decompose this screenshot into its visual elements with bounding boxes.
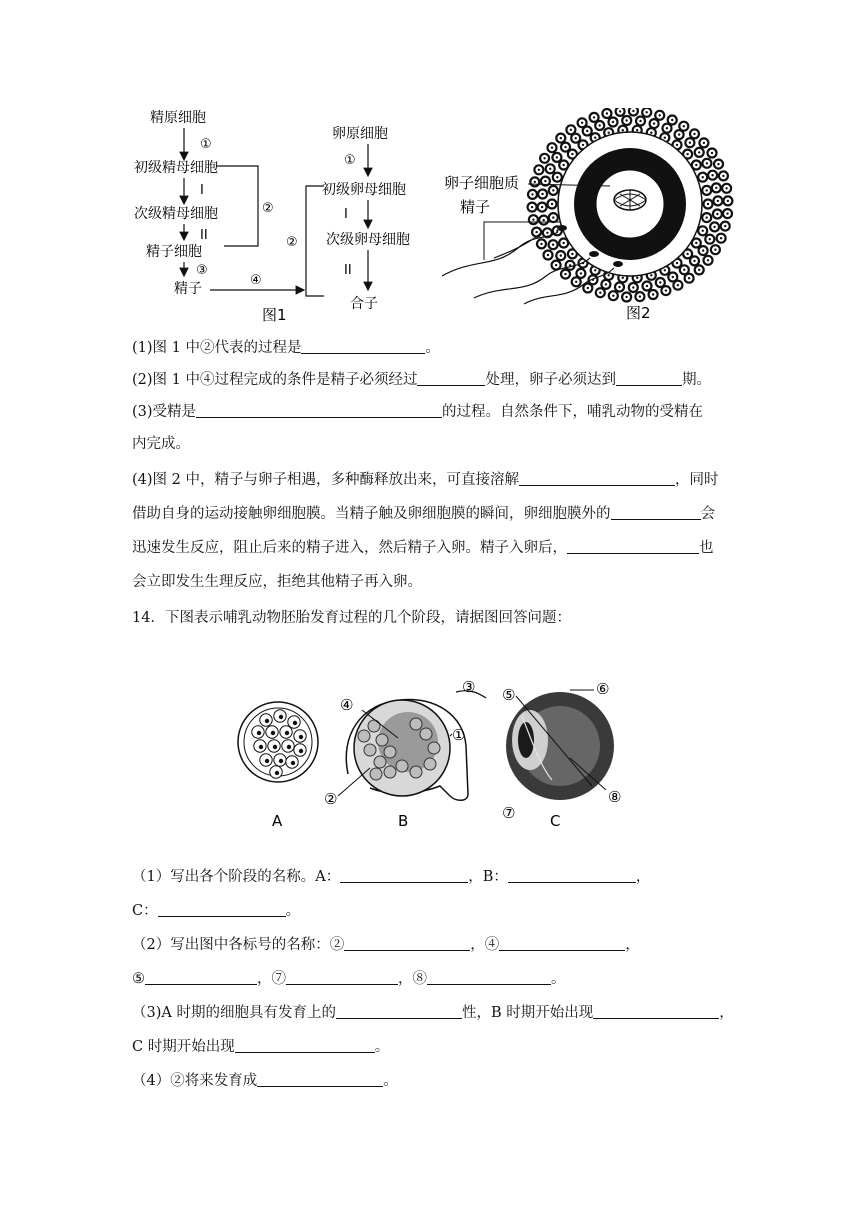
label-circled-3: ③	[462, 678, 476, 696]
spermatogonium-label: 精原细胞	[150, 110, 206, 126]
corona-cell-nucleus	[653, 122, 655, 124]
corona-cell-nucleus	[727, 200, 729, 202]
corona-cell-nucleus	[547, 254, 549, 256]
q13-blank-2[interactable]	[417, 370, 485, 386]
q14-p1: （1）写出各个阶段的名称。A： ，B： ，	[132, 869, 651, 885]
corona-cell-nucleus	[709, 238, 711, 240]
female-step-1: ①	[344, 153, 356, 168]
corona-cell-nucleus	[695, 242, 697, 244]
corona-cell-nucleus	[626, 119, 628, 121]
corona-cell-nucleus	[702, 176, 704, 178]
corona-cell-nucleus	[717, 200, 719, 202]
corona-cell-nucleus	[672, 276, 674, 278]
corona-cell-nucleus	[665, 289, 667, 291]
corona-cell-nucleus	[599, 124, 601, 126]
q13-blank-1[interactable]	[301, 338, 425, 354]
label-circled-8: ⑧	[608, 788, 622, 806]
corona-cell-nucleus	[563, 242, 565, 244]
male-bracket-2: ②	[262, 201, 274, 216]
corona-cell-nucleus	[671, 119, 673, 121]
corona-cell-nucleus	[683, 125, 685, 127]
q13-line-3: (3)受精是 的过程。自然条件下，哺乳动物的受精在	[132, 404, 704, 420]
corona-cell-nucleus	[625, 296, 627, 298]
corona-cell-nucleus	[543, 219, 545, 221]
corona-cell-nucleus	[605, 283, 607, 285]
corona-cell-nucleus	[664, 137, 666, 139]
zygote-label: 合子	[350, 296, 378, 312]
male-step-II: II	[200, 228, 208, 243]
blastocyst-cell	[396, 760, 408, 772]
q14-blank-2[interactable]	[344, 935, 470, 951]
male-step-3: ③	[196, 263, 208, 278]
corona-cell-nucleus	[724, 225, 726, 227]
corona-cell-nucleus	[686, 153, 688, 155]
corona-cell-nucleus	[639, 295, 641, 297]
corona-cell-nucleus	[546, 232, 548, 234]
blastocyst-cell	[376, 734, 388, 746]
corona-cell-nucleus	[711, 174, 713, 176]
corona-cell-nucleus	[706, 216, 708, 218]
corona-cell-nucleus	[543, 157, 545, 159]
corona-cell-nucleus	[706, 189, 708, 191]
blastocyst-cell	[424, 758, 436, 770]
q14-p2: （2）写出图中各标号的名称：② ，④ ，	[132, 937, 640, 953]
q13-line-7: 会立即发生生理反应，拒绝其他精子再入卵。	[132, 574, 422, 590]
blastocyst-cell	[368, 720, 380, 732]
corona-cell-nucleus	[689, 142, 691, 144]
corona-cell-nucleus	[551, 203, 553, 205]
corona-cell-nucleus	[532, 219, 534, 221]
corona-cell-nucleus	[636, 277, 638, 279]
q14-blank-5[interactable]	[145, 969, 257, 985]
corona-cell-nucleus	[563, 164, 565, 166]
corona-cell-nucleus	[717, 163, 719, 165]
blastocyst-cell	[374, 756, 386, 768]
corona-cell-nucleus	[698, 269, 700, 271]
corona-cell-nucleus	[560, 254, 562, 256]
q14-blank-future[interactable]	[257, 1071, 383, 1087]
corona-cell-nucleus	[695, 164, 697, 166]
corona-cell-nucleus	[556, 156, 558, 158]
corona-cell-nucleus	[664, 269, 666, 271]
q13-blank-7[interactable]	[567, 538, 699, 554]
corona-cell-nucleus	[683, 269, 685, 271]
spermatid-label: 精子细胞	[146, 244, 202, 260]
corona-cell-nucleus	[659, 114, 661, 116]
blastocyst-cell	[420, 728, 432, 740]
corona-cell-nucleus	[722, 175, 724, 177]
female-step-I: I	[344, 207, 348, 222]
label-circled-6: ⑥	[596, 680, 610, 698]
corona-cell-nucleus	[706, 162, 708, 164]
morula-cell-nucleus	[271, 731, 275, 735]
morula-cell-nucleus	[285, 731, 289, 735]
morula-cell-nucleus	[257, 731, 261, 735]
corona-cell-nucleus	[564, 273, 566, 275]
oogonium-label: 卵原细胞	[332, 126, 388, 142]
morula-cell-nucleus	[279, 715, 283, 719]
morula-cell-nucleus	[293, 721, 297, 725]
corona-cell-nucleus	[544, 180, 546, 182]
corona-cell-nucleus	[587, 287, 589, 289]
figure-1	[128, 98, 438, 328]
corona-cell-nucleus	[725, 187, 727, 189]
q14-p2b: ⑤ ，⑦ ，⑧ 。	[132, 971, 566, 987]
primary-oocyte-label: 初级卵母细胞	[322, 182, 406, 198]
corona-cell-nucleus	[606, 112, 608, 114]
blastocyst-cell	[370, 768, 382, 780]
q14-blank-4[interactable]	[499, 935, 625, 951]
q13-line-1: (1)图 1 中②代表的过程是 。	[132, 340, 440, 356]
corona-cell-nucleus	[551, 147, 553, 149]
morula-cell-nucleus	[287, 745, 291, 749]
corona-cell-nucleus	[586, 130, 588, 132]
corona-cell-nucleus	[714, 249, 716, 251]
corona-cell-nucleus	[632, 286, 634, 288]
primary-spermatocyte-label: 初级精母细胞	[134, 160, 218, 176]
corona-cell-nucleus	[703, 142, 705, 144]
corona-cell-nucleus	[581, 122, 583, 124]
q13-blank-4[interactable]	[196, 402, 442, 418]
corona-cell-nucleus	[650, 132, 652, 134]
egg-cytoplasm-label: 卵子细胞质	[444, 174, 520, 192]
label-circled-5: ⑤	[502, 686, 516, 704]
figure-2-caption: 图2	[626, 304, 651, 322]
corona-cell-nucleus	[676, 144, 678, 146]
corona-cell-nucleus	[716, 213, 718, 215]
corona-cell-nucleus	[556, 176, 558, 178]
q13-blank-3[interactable]	[616, 370, 682, 386]
corona-cell-nucleus	[678, 133, 680, 135]
corona-cell-nucleus	[612, 295, 614, 297]
morula-cell-nucleus	[299, 735, 303, 739]
stage-a-label: A	[272, 812, 283, 830]
blastocyst-cell	[358, 730, 370, 742]
figure-embryo-stages	[230, 676, 650, 836]
corona-cell-nucleus	[726, 212, 728, 214]
q14-title: 14．下图表示哺乳动物胚胎发育过程的几个阶段，请据图回答问题：	[132, 610, 571, 626]
morula-cell-nucleus	[291, 761, 295, 765]
q14-blank-7[interactable]	[286, 969, 398, 985]
corona-cell-nucleus	[556, 230, 558, 232]
corona-cell-nucleus	[534, 181, 536, 183]
q14-blank-b[interactable]	[508, 867, 636, 883]
corona-cell-nucleus	[622, 277, 624, 279]
corona-cell-nucleus	[652, 293, 654, 295]
morula-cell-nucleus	[279, 759, 283, 763]
label-circled-7: ⑦	[502, 804, 516, 822]
stage-c-label: C	[550, 812, 561, 830]
corona-cell-nucleus	[571, 153, 573, 155]
stage-a-morula	[238, 702, 318, 782]
corona-cell-nucleus	[552, 244, 554, 246]
male-step-1: ①	[200, 137, 212, 152]
label-circled-4: ④	[340, 696, 354, 714]
corona-cell-nucleus	[632, 110, 634, 112]
corona-cell-nucleus	[618, 286, 620, 288]
q13-line-3b: 内完成。	[132, 436, 190, 452]
sperm-label-fig2: 精子	[460, 198, 491, 216]
blastocyst-cell	[410, 766, 422, 778]
morula-cell-nucleus	[265, 719, 269, 723]
corona-cell-nucleus	[698, 151, 700, 153]
blastocyst-cell	[410, 718, 422, 730]
q14-blank-c-appear[interactable]	[235, 1037, 375, 1053]
corona-cell-nucleus	[538, 169, 540, 171]
blastocyst-cell	[384, 766, 396, 778]
q13-line-6: 迅速发生反应，阻止后来的精子进入，然后精子入卵。精子入卵后， 也	[132, 540, 714, 556]
corona-cell-nucleus	[564, 146, 566, 148]
male-step-I: I	[200, 183, 204, 198]
q14-p3: （3)A 时期的细胞具有发育上的 性，B 时期开始出现 ，	[132, 1005, 734, 1021]
corona-cell-nucleus	[693, 133, 695, 135]
female-step-II: II	[344, 263, 352, 278]
corona-cell-nucleus	[702, 249, 704, 251]
corona-cell-nucleus	[650, 274, 652, 276]
q14-blank-b-appear[interactable]	[593, 1003, 719, 1019]
corona-cell-nucleus	[560, 137, 562, 139]
corona-cell-nucleus	[702, 230, 704, 232]
corona-cell-nucleus	[594, 137, 596, 139]
corona-cell-nucleus	[531, 206, 533, 208]
corona-cell-nucleus	[646, 111, 648, 113]
label-circled-2: ②	[324, 790, 338, 808]
corona-cell-nucleus	[608, 132, 610, 134]
corona-cell-nucleus	[720, 237, 722, 239]
secondary-oocyte-label: 次级卵母细胞	[326, 232, 410, 248]
corona-cell-nucleus	[612, 121, 614, 123]
corona-cell-nucleus	[676, 262, 678, 264]
corona-cell-nucleus	[666, 127, 668, 129]
corona-cell-nucleus	[555, 264, 557, 266]
corona-cell-nucleus	[541, 206, 543, 208]
morula-cell-nucleus	[299, 749, 303, 753]
corona-cell-nucleus	[707, 203, 709, 205]
corona-cell-nucleus	[686, 253, 688, 255]
corona-cell-nucleus	[622, 129, 624, 131]
morula-cell-nucleus	[273, 745, 277, 749]
corona-cell-nucleus	[575, 137, 577, 139]
secondary-spermatocyte-label: 次级精母细胞	[134, 206, 218, 222]
corona-cell-nucleus	[659, 281, 661, 283]
corona-cell-nucleus	[552, 189, 554, 191]
corona-cell-nucleus	[541, 193, 543, 195]
corona-cell-nucleus	[693, 260, 695, 262]
corona-cell-nucleus	[646, 285, 648, 287]
blastocyst-cell	[428, 742, 440, 754]
q14-blank-totipotency[interactable]	[336, 1003, 462, 1019]
q14-blank-a[interactable]	[340, 867, 468, 883]
female-bracket-2: ②	[286, 235, 298, 250]
corona-cell-nucleus	[571, 253, 573, 255]
corona-cell-nucleus	[580, 272, 582, 274]
corona-cell-nucleus	[535, 231, 537, 233]
q13-line-2: (2)图 1 中④过程完成的条件是精子必须经过 处理，卵子必须达到 期。	[132, 372, 711, 388]
figure-2	[434, 108, 734, 326]
corona-cell-nucleus	[619, 110, 621, 112]
corona-cell-nucleus	[639, 120, 641, 122]
q14-p1b: C： 。	[132, 903, 301, 919]
figure-1-caption: 图1	[262, 306, 287, 324]
corona-cell-nucleus	[593, 116, 595, 118]
corona-cell-nucleus	[531, 193, 533, 195]
blastocyst-cell	[364, 744, 376, 756]
corona-cell-nucleus	[688, 277, 690, 279]
corona-cell-nucleus	[715, 187, 717, 189]
q13-blank-5[interactable]	[519, 470, 675, 486]
blastocyst-cell	[384, 746, 396, 758]
corona-cell-nucleus	[549, 168, 551, 170]
corona-cell-nucleus	[570, 129, 572, 131]
label-circled-1: ①	[452, 726, 466, 744]
corona-cell-nucleus	[575, 281, 577, 283]
q14-blank-c[interactable]	[158, 901, 286, 917]
q13-line-5: 借助自身的运动接触卵细胞膜。当精子触及卵细胞膜的瞬间，卵细胞膜外的 会	[132, 506, 715, 522]
q13-blank-6[interactable]	[611, 504, 701, 520]
stage-b-label: B	[398, 812, 409, 830]
corona-cell-nucleus	[677, 284, 679, 286]
stage-b-blastocyst	[346, 691, 486, 801]
corona-cell-nucleus	[552, 216, 554, 218]
corona-cell-nucleus	[599, 292, 601, 294]
corona-cell-nucleus	[636, 129, 638, 131]
stage-c-gastrula	[506, 692, 614, 800]
corona-cell-nucleus	[594, 269, 596, 271]
corona-cell-nucleus	[540, 243, 542, 245]
morula-cell-nucleus	[259, 745, 263, 749]
arrow-4-label: ④	[250, 273, 262, 288]
corona-cell-nucleus	[608, 274, 610, 276]
corona-cell-nucleus	[707, 259, 709, 261]
q14-blank-8[interactable]	[427, 969, 551, 985]
morula-cell-nucleus	[275, 771, 279, 775]
corona-cell-nucleus	[582, 144, 584, 146]
q13-line-4: (4)图 2 中，精子与卵子相遇，多种酶释放出来，可直接溶解 ，同时	[132, 472, 719, 488]
sperm-label: 精子	[174, 281, 202, 297]
q14-p4: （4）②将来发育成 。	[132, 1073, 398, 1089]
q14-p3b: C 时期开始出现 。	[132, 1039, 390, 1055]
corona-cell-nucleus	[713, 226, 715, 228]
corona-cell-nucleus	[711, 152, 713, 154]
morula-cell-nucleus	[265, 759, 269, 763]
